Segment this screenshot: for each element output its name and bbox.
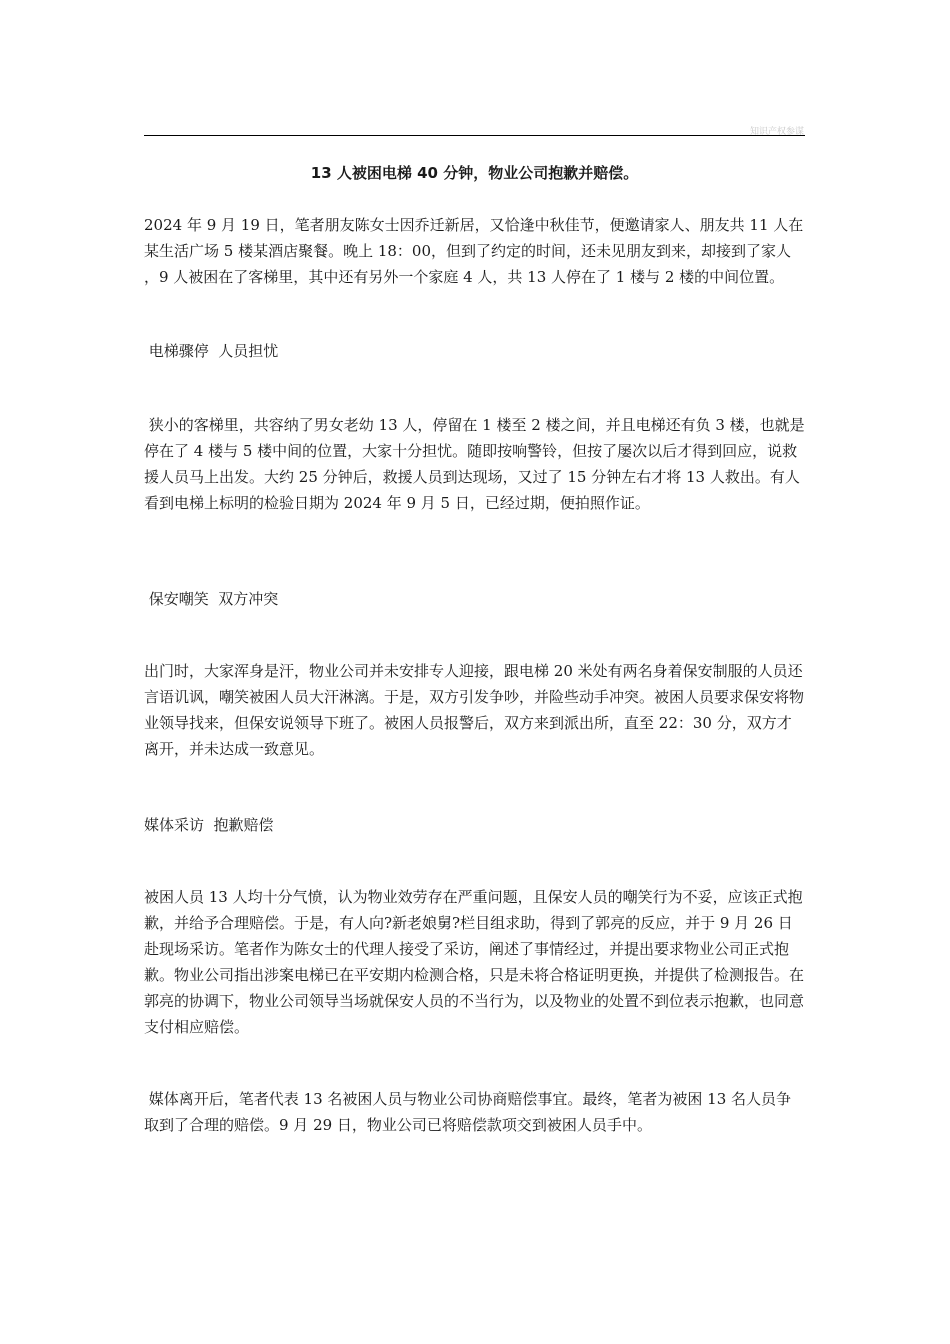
header-watermark: 知识产权参谋 bbox=[749, 127, 804, 137]
paragraph-5: 媒体离开后，笔者代表 13 名被困人员与物业公司协商赔偿事宜。最终，笔者为被困 13 名人员争取到了合理的赔偿。9 月 29 日，物业公司已将赔偿款项交到被困人员手中。 bbox=[144, 1090, 792, 1134]
paragraph-1: 2024 年 9 月 19 日，笔者朋友陈女士因乔迁新居，又恰逢中秋佳节，便邀请家人、朋友共 11 人在某生活广场 5 楼某酒店聚餐。晚上 18：00，但到了约定的时间，还未见朋友到来，却接到了家人 ，9 人被困在了客梯里，其中还有另外一个家庭 4 人，共 13 人停在了 1 楼与 2 楼的中间位置。 bbox=[144, 216, 820, 286]
header-rule bbox=[144, 135, 805, 136]
article-title: 13 人被困电梯 40 分钟，物业公司抱歉并赔偿。 bbox=[310, 164, 639, 182]
paragraph-2: 狭小的客梯里，共容纳了男女老幼 13 人，停留在 1 楼至 2 楼之间，并且电梯还有负 3 楼，也就是停在了 4 楼与 5 楼中间的位置，大家十分担忧。随即按响警铃，但按了屡次以后才得到回应，说救援人员马上出发。大约 25 分钟后，救援人员到达现场，又过了 15 分钟左右才将 13 人救出。有人看到电梯上标明的检验日期为 2024 年 9 月 5 日，已经过期，便拍照作证。 bbox=[144, 416, 805, 512]
section-heading-1: 电梯骤停 人员担忧 bbox=[144, 342, 279, 360]
paragraph-3: 出门时，大家浑身是汗，物业公司并未安排专人迎接，跟电梯 20 米处有两名身着保安制服的人员还言语讥讽，嘲笑被困人员大汗淋漓。于是，双方引发争吵，并险些动手冲突。被困人员要求保安将物业领导找来，但保安说领导下班了。被困人员报警后，双方来到派出所，直至 22：30 分，双方才离开，并未达成一致意见。 bbox=[144, 662, 805, 758]
paragraph-4: 被困人员 13 人均十分气愤，认为物业效劳存在严重问题，且保安人员的嘲笑行为不妥，应该正式抱歉，并给予合理赔偿。于是，有人向?新老娘舅?栏目组求助，得到了郭亮的反应，并于 9 月 26 日赴现场采访。笔者作为陈女士的代理人接受了采访，阐述了事情经过，并提出要求物业公司正式抱歉。物业公司指出涉案电梯已在平安期内检测合格，只是未将合格证明更换，并提供了检测报告。在郭亮的协调下，物业公司领导当场就保安人员的不当行为，以及物业的处置不到位表示抱歉，也同意支付相应赔偿。 bbox=[144, 888, 805, 1036]
section-heading-2: 保安嘲笑 双方冲突 bbox=[144, 590, 279, 608]
section-heading-3: 媒体采访 抱歉赔偿 bbox=[144, 816, 274, 834]
